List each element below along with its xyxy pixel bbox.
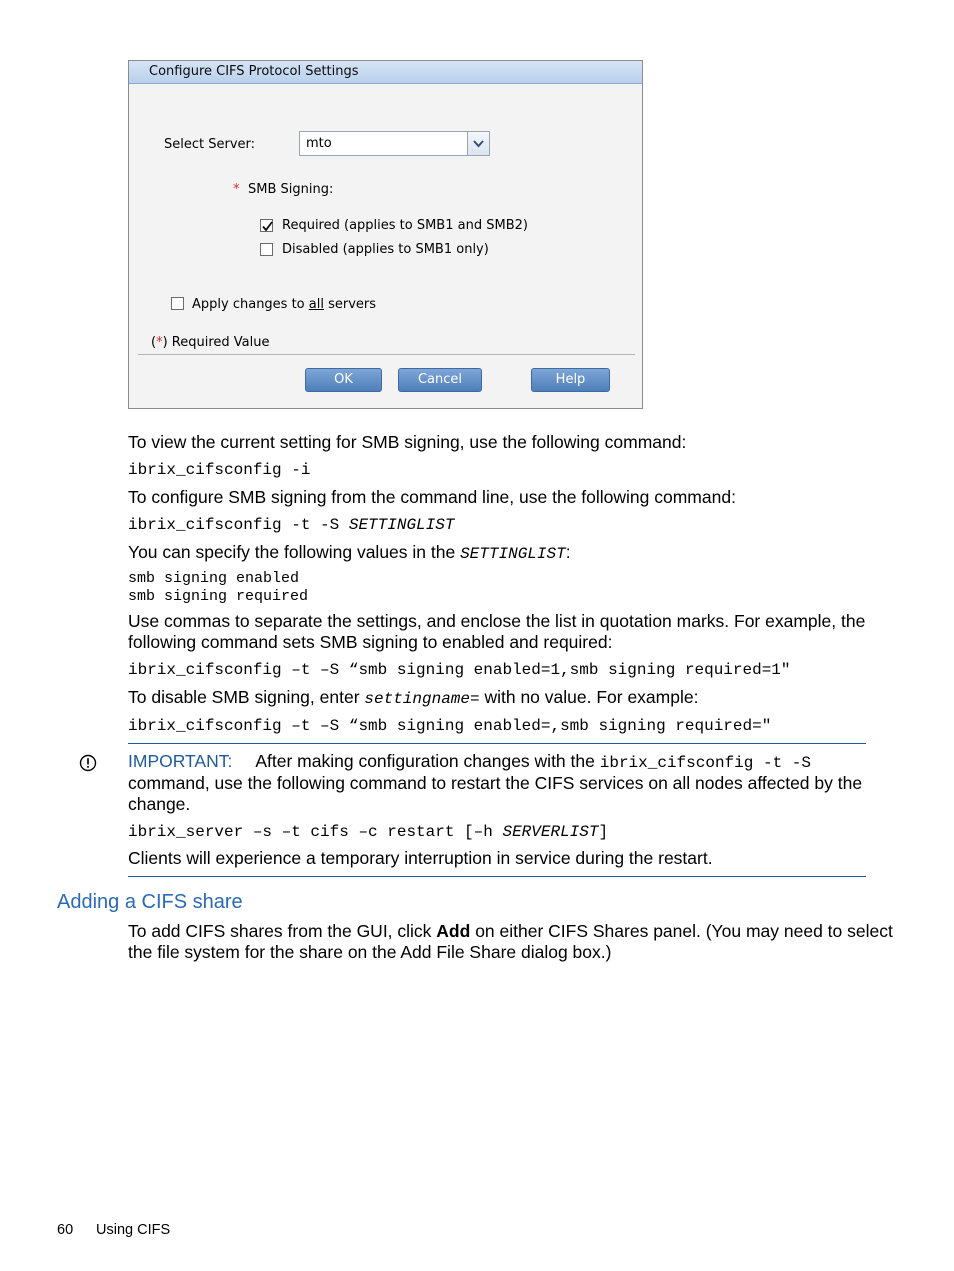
select-server-dropdown[interactable]: [299, 131, 490, 156]
specify-text: You can specify the following values in the SETTINGLIST:: [128, 542, 571, 563]
disable-command: ibrix_cifsconfig –t –S “smb signing enabled=,smb signing required=": [128, 717, 772, 735]
required-checkbox[interactable]: [260, 219, 273, 232]
dialog-separator: [138, 354, 635, 355]
disabled-checkbox[interactable]: [260, 243, 273, 256]
help-button[interactable]: Help: [531, 368, 610, 392]
select-server-label: Select Server:: [164, 137, 256, 152]
chevron-down-icon[interactable]: [467, 132, 489, 155]
apply-all-label: Apply changes to all servers: [192, 297, 377, 312]
clients-text: Clients will experience a temporary interruption in service during the restart.: [128, 848, 713, 868]
view-setting-text: To view the current setting for SMB signing, use the following command:: [128, 432, 687, 452]
disable-text: To disable SMB signing, enter settingname= with no value. For example:: [128, 687, 699, 708]
important-label: IMPORTANT:: [128, 751, 233, 771]
configure-command: ibrix_cifsconfig -t -S SETTINGLIST: [128, 516, 455, 534]
view-setting-command: ibrix_cifsconfig -i: [128, 461, 311, 479]
smb-signing-label: SMB Signing:: [248, 182, 334, 197]
dialog-title: Configure CIFS Protocol Settings: [129, 61, 642, 84]
page-number: 60: [57, 1222, 74, 1238]
footer-chapter: Using CIFS: [96, 1222, 171, 1238]
ok-button[interactable]: OK: [305, 368, 382, 392]
select-server-value: mto: [306, 136, 332, 151]
required-option-label: Required (applies to SMB1 and SMB2): [282, 218, 528, 233]
apply-all-checkbox[interactable]: [171, 297, 184, 310]
important-icon: [79, 754, 97, 777]
important-line1: IMPORTANT: After making configuration changes with the ibrix_cifsconfig -t -S: [128, 751, 811, 772]
important-line3: change.: [128, 794, 191, 814]
required-value-note: (*) Required Value: [151, 335, 270, 350]
important-bottom-rule: [128, 876, 866, 877]
important-line2: command, use the following command to restart the CIFS services on all nodes affected by the: [128, 773, 863, 793]
commas-text-line1: Use commas to separate the settings, and enclose the list in quotation marks. For example, the: [128, 611, 866, 631]
cancel-button[interactable]: Cancel: [398, 368, 482, 392]
check-icon: [261, 220, 274, 233]
section-paragraph-line2: the file system for the share on the Add File Share dialog box.): [128, 942, 612, 962]
setting-value-enabled: smb signing enabled: [128, 570, 300, 587]
section-heading: Adding a CIFS share: [57, 891, 243, 913]
configure-cifs-dialog: [128, 60, 643, 409]
required-asterisk: *: [233, 182, 240, 197]
important-top-rule: [128, 743, 866, 744]
enable-command: ibrix_cifsconfig –t –S “smb signing enabled=1,smb signing required=1": [128, 661, 791, 679]
configure-text: To configure SMB signing from the command line, use the following command:: [128, 487, 736, 507]
setting-value-required: smb signing required: [128, 588, 309, 605]
commas-text-line2: following command sets SMB signing to enabled and required:: [128, 632, 613, 652]
section-paragraph-line1: To add CIFS shares from the GUI, click Add on either CIFS Shares panel. (You may need to select: [128, 921, 893, 941]
restart-command: ibrix_server –s –t cifs –c restart [–h SERVERLIST]: [128, 823, 609, 841]
disabled-option-label: Disabled (applies to SMB1 only): [282, 242, 489, 257]
